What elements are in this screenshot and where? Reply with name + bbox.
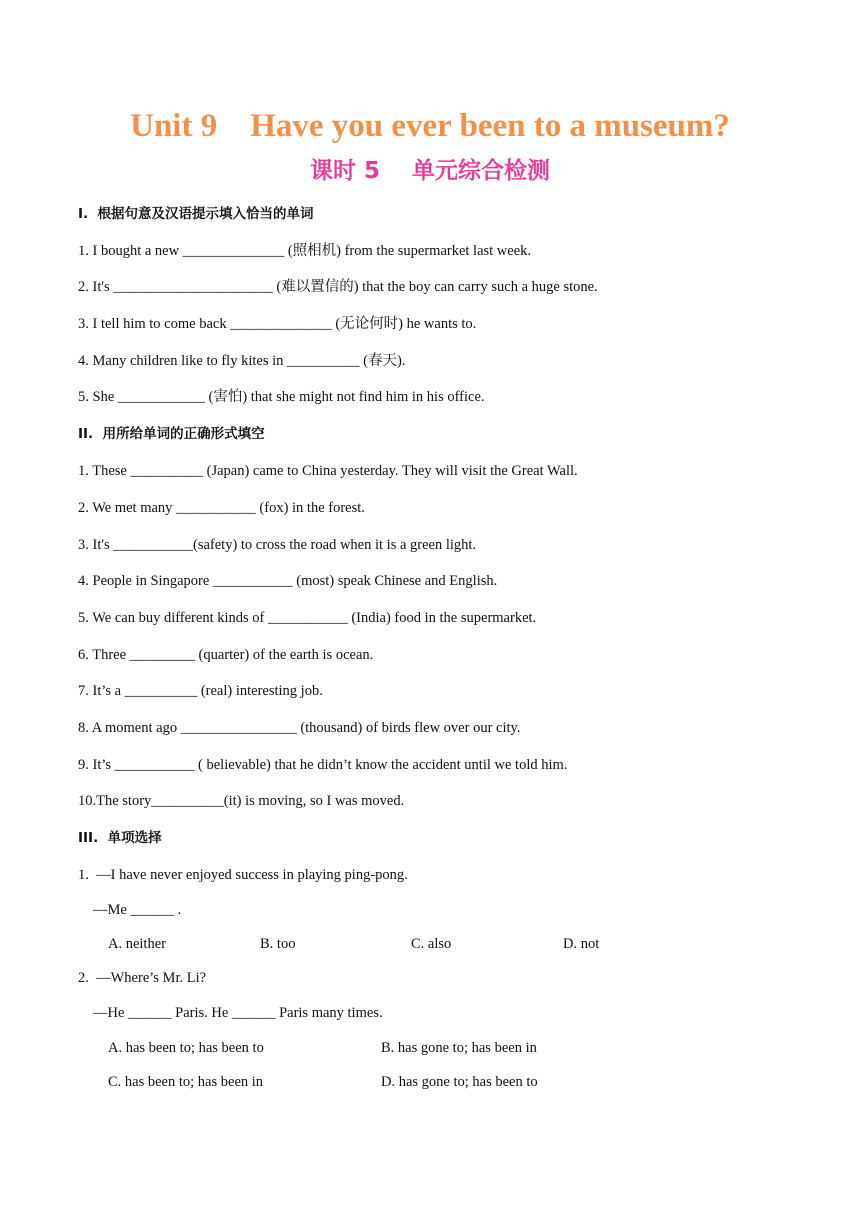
- section-2-item: 6. Three _________ (quarter) of the earth is ocean.: [78, 647, 374, 663]
- section-2-item: 5. We can buy different kinds of ___________ (India) food in the supermarket.: [78, 610, 537, 626]
- section-1-item: 1. I bought a new ______________ (照相机) from the supermarket last week.: [78, 243, 532, 259]
- section-3-heading: III. 单项选择: [78, 830, 162, 846]
- section-2-heading: II. 用所给单词的正确形式填空: [78, 426, 265, 442]
- question-2-option-d: D. has gone to; has been to: [381, 1074, 538, 1090]
- section-1-heading: I. 根据句意及汉语提示填入恰当的单词: [78, 206, 314, 222]
- question-2-option-a: A. has been to; has been to: [108, 1040, 264, 1056]
- question-1-stem: 1. —I have never enjoyed success in playing ping-pong.: [78, 867, 408, 883]
- section-1-item: 3. I tell him to come back ______________ (无论何时) he wants to.: [78, 316, 477, 332]
- section-2-item: 4. People in Singapore ___________ (most) speak Chinese and English.: [78, 573, 498, 589]
- question-2-stem: 2. —Where’s Mr. Li?: [78, 970, 207, 986]
- section-2-item: 9. It’s ___________ ( believable) that he didn’t know the accident until we told him.: [78, 757, 568, 773]
- section-2-item: 1. These __________ (Japan) came to China yesterday. They will visit the Great Wall.: [78, 463, 578, 479]
- section-1-item: 4. Many children like to fly kites in __________ (春天).: [78, 353, 406, 369]
- question-1-option-c: C. also: [411, 936, 452, 952]
- section-2-item: 10.The story__________(it) is moving, so I was moved.: [78, 793, 405, 809]
- lesson-subtitle: 课时 5 单元综合检测: [309, 158, 551, 184]
- question-2-option-b: B. has gone to; has been in: [381, 1040, 537, 1056]
- question-1-option-d: D. not: [563, 936, 600, 952]
- section-2-item: 2. We met many ___________ (fox) in the forest.: [78, 500, 365, 516]
- question-2-reply: —He ______ Paris. He ______ Paris many times.: [93, 1005, 383, 1021]
- section-1-item: 2. It's ______________________ (难以置信的) that the boy can carry such a huge stone.: [78, 279, 598, 295]
- question-1-option-b: B. too: [260, 936, 296, 952]
- section-1-item: 5. She ____________ (害怕) that she might not find him in his office.: [78, 389, 485, 405]
- section-2-item: 3. It's ___________(safety) to cross the road when it is a green light.: [78, 537, 477, 553]
- question-1-option-a: A. neither: [108, 936, 166, 952]
- section-2-item: 7. It’s a __________ (real) interesting job.: [78, 683, 323, 699]
- question-2-option-c: C. has been to; has been in: [108, 1074, 264, 1090]
- question-1-reply: —Me ______ .: [93, 902, 182, 918]
- unit-title: Unit 9 Have you ever been to a museum?: [130, 108, 730, 144]
- section-2-item: 8. A moment ago ________________ (thousand) of birds flew over our city.: [78, 720, 521, 736]
